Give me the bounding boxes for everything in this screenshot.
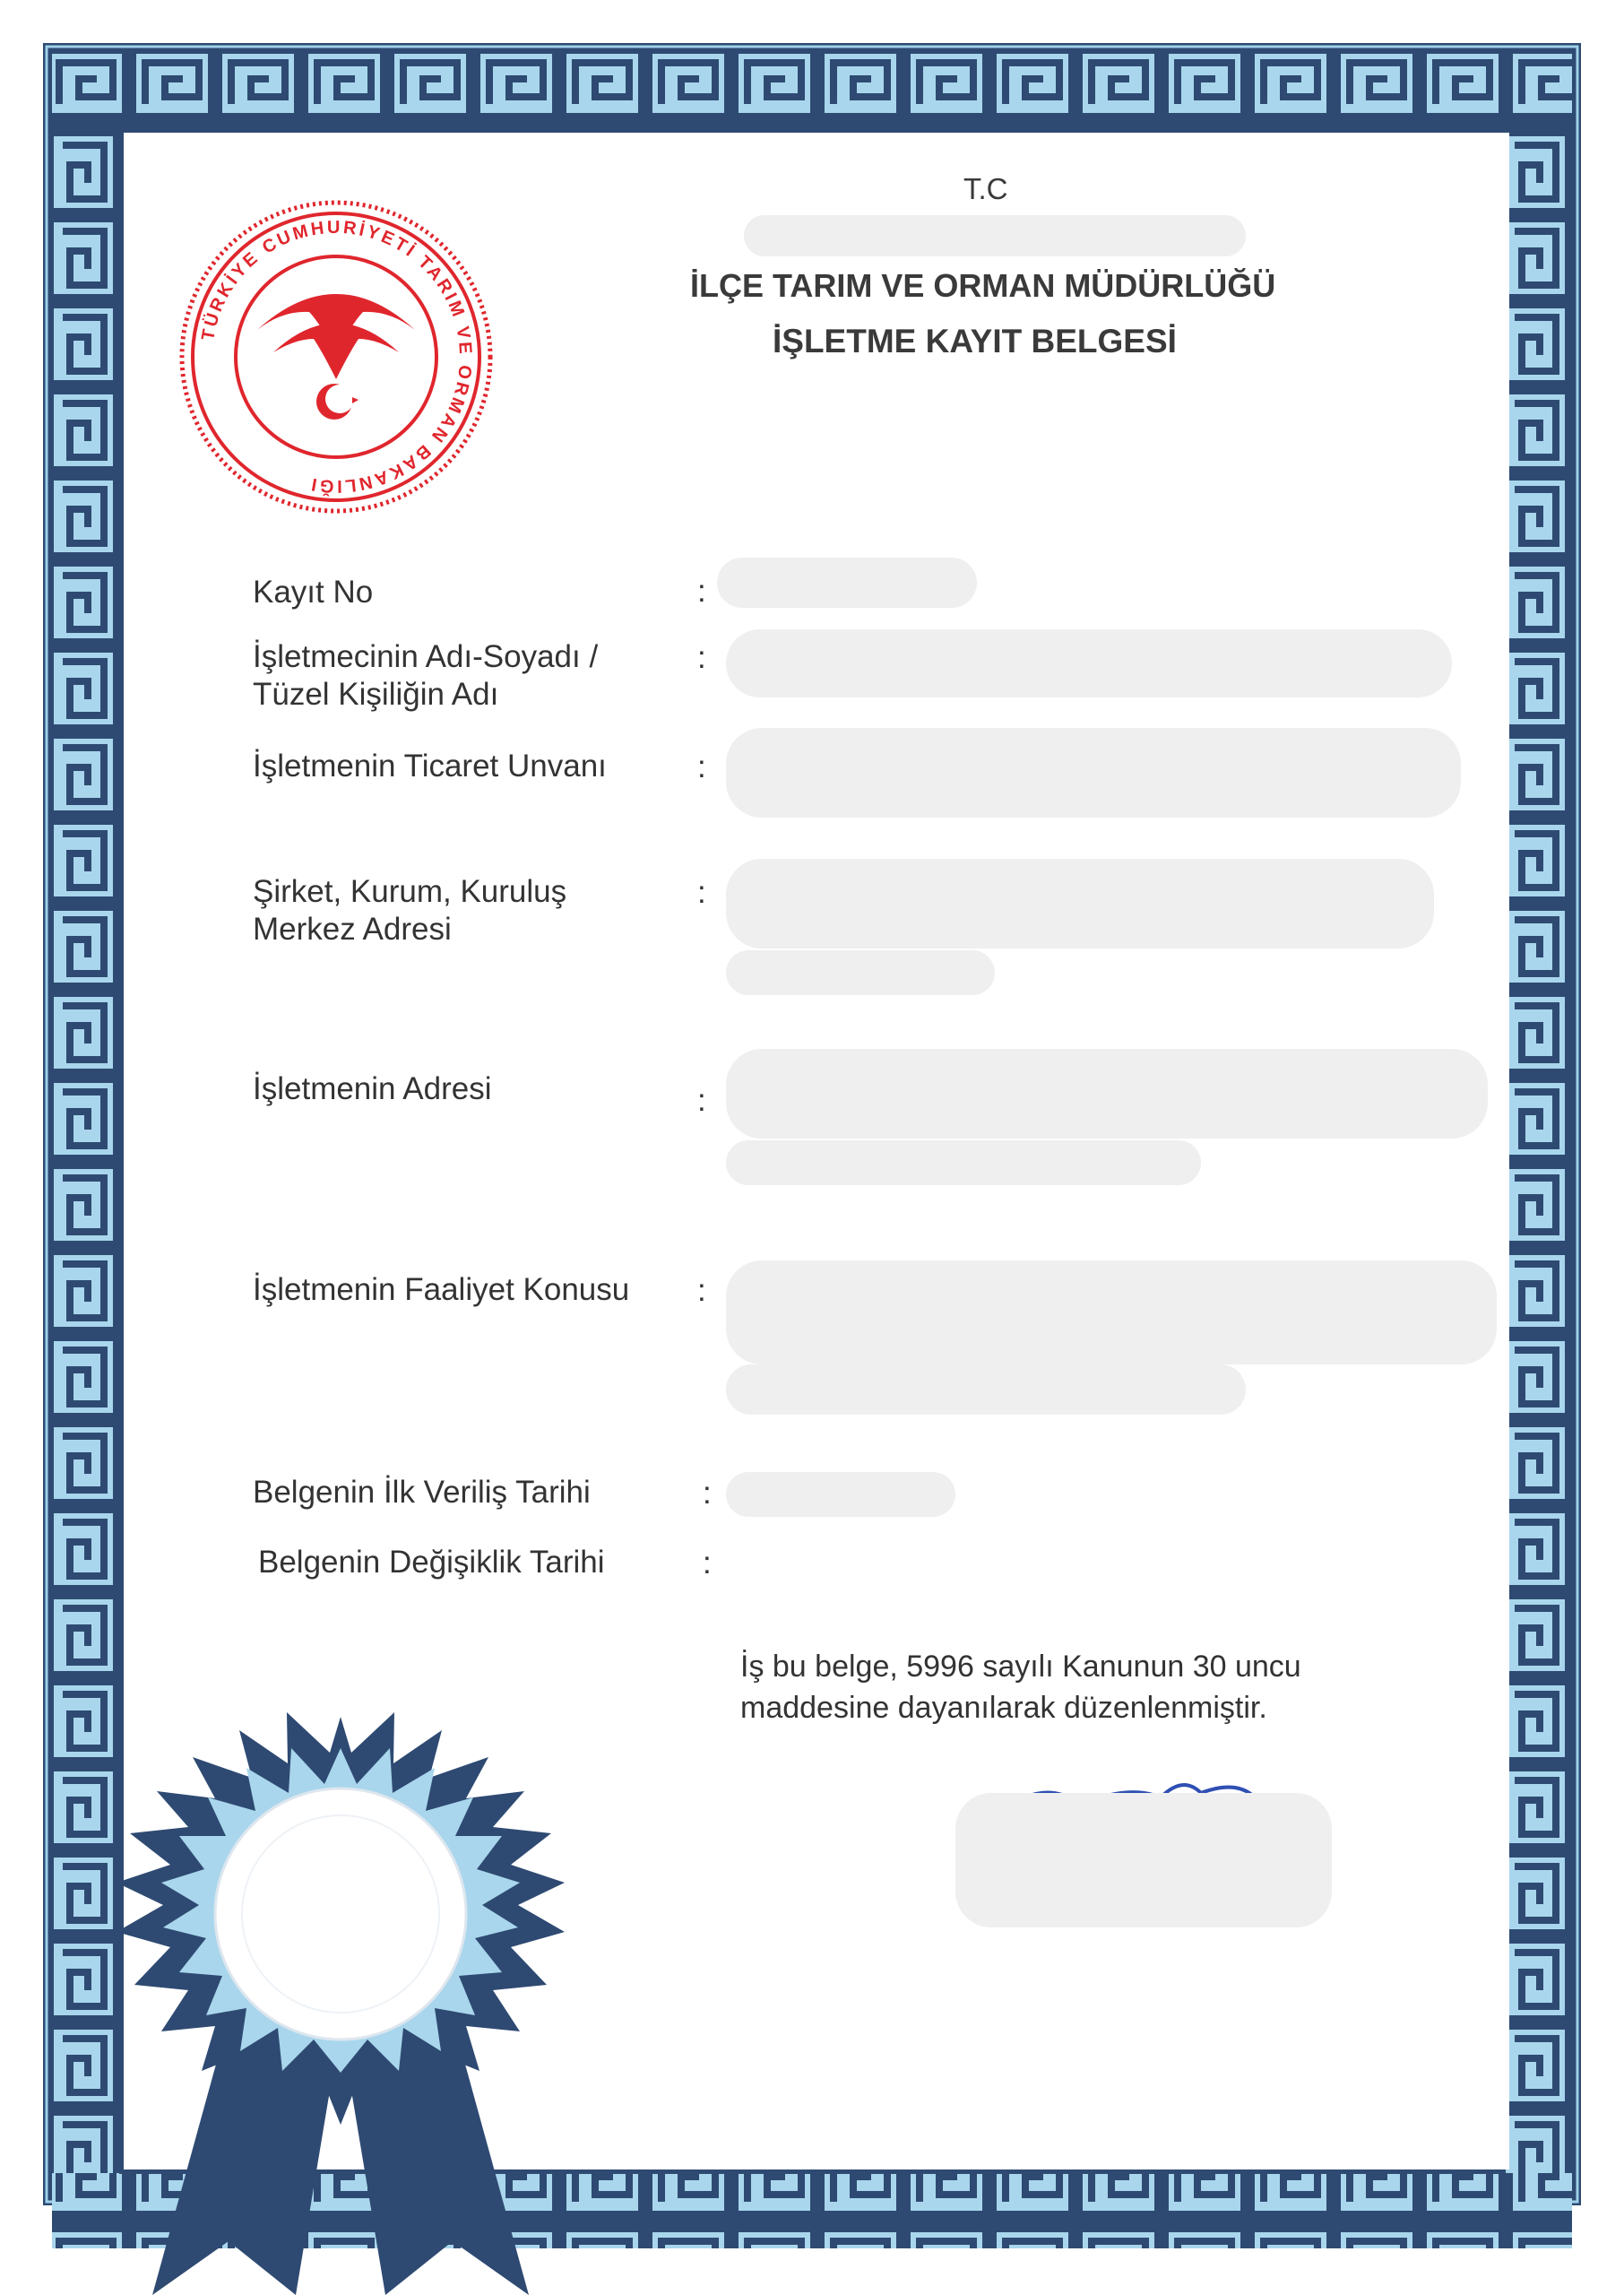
field-label-faaliyet-konusu: İşletmenin Faaliyet Konusu — [253, 1272, 630, 1307]
field-colon: : — [703, 1476, 712, 1511]
redacted-value — [717, 558, 977, 608]
redacted-value — [726, 629, 1452, 697]
redacted-value — [726, 1364, 1246, 1415]
field-label-isletme-adresi: İşletmenin Adresi — [253, 1071, 492, 1106]
redacted-value — [726, 1049, 1488, 1139]
redacted-value — [726, 1140, 1201, 1185]
field-colon: : — [697, 1273, 706, 1308]
field-colon: : — [697, 574, 706, 609]
header-tc: T.C — [963, 172, 1008, 205]
field-colon: : — [697, 640, 706, 675]
rosette-icon — [72, 1614, 609, 2295]
field-label-ilk-verilis-tarihi: Belgenin İlk Veriliş Tarihi — [253, 1475, 591, 1510]
directorate-title: İLÇE TARIM VE ORMAN MÜDÜRLÜĞÜ — [690, 267, 1276, 304]
document-title: İŞLETME KAYIT BELGESİ — [773, 323, 1177, 359]
field-colon: : — [697, 875, 706, 910]
field-label-ticaret-unvani: İşletmenin Ticaret Unvanı — [253, 749, 607, 784]
ministry-seal-icon — [175, 195, 497, 518]
field-colon: : — [697, 749, 706, 784]
redacted-value — [726, 1472, 955, 1517]
redacted-province — [744, 215, 1246, 256]
field-label-isletmeci-adi: İşletmecinin Adı-Soyadı / Tüzel Kişiliğin Adı — [253, 639, 599, 712]
seal-ring-text: TÜRKİYE CUMHURİYETİ TARIM VE ORMAN BAKANLIĞI — [198, 217, 476, 497]
field-colon: : — [703, 1546, 712, 1581]
field-label-degisiklik-tarihi: Belgenin Değişiklik Tarihi — [258, 1545, 605, 1580]
redacted-value — [726, 728, 1461, 818]
redacted-value — [726, 1260, 1497, 1364]
field-colon: : — [697, 1083, 706, 1118]
field-label-merkez-adresi: Şirket, Kurum, Kuruluş Merkez Adresi — [253, 874, 567, 947]
redacted-value — [726, 950, 995, 995]
legal-statement: İş bu belge, 5996 sayılı Kanunun 30 uncu maddesine dayanılarak düzenlenmiştir. — [740, 1650, 1301, 1725]
redacted-value — [726, 859, 1434, 948]
redacted-signature — [955, 1793, 1332, 1927]
field-label-kayit-no: Kayıt No — [253, 575, 374, 610]
